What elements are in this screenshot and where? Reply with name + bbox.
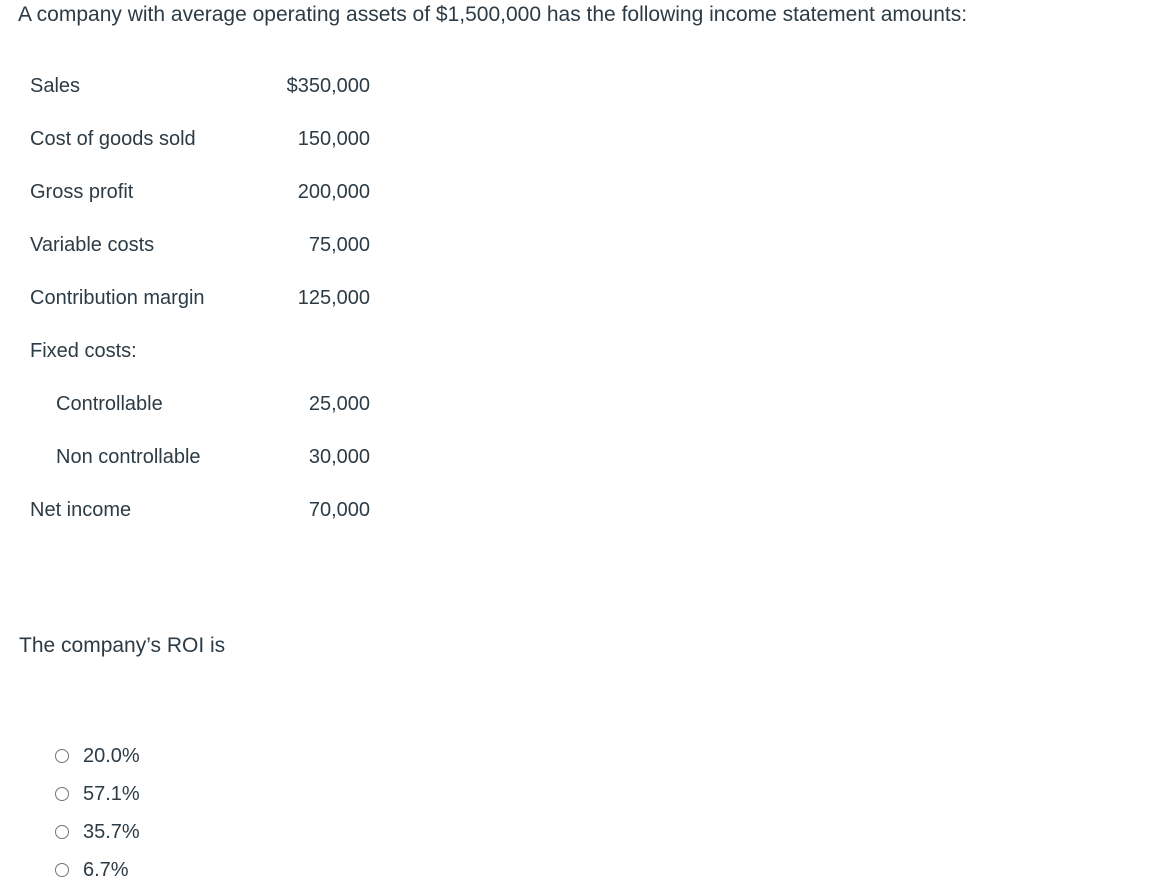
row-label: Net income (30, 499, 132, 521)
row-value: 75,000 (308, 234, 370, 256)
row-value: $350,000 (286, 75, 370, 97)
row-value: 25,000 (308, 393, 370, 415)
answer-label: 57.1% (83, 783, 140, 805)
statement-row-fixed-costs (30, 325, 370, 378)
radio-button-icon[interactable] (55, 863, 69, 877)
answer-option-4[interactable] (55, 851, 140, 889)
statement-row-gross-profit (30, 166, 370, 219)
statement-row-variable-costs (30, 219, 370, 272)
row-value: 200,000 (297, 181, 370, 203)
row-label: Controllable (56, 393, 163, 415)
row-value: 125,000 (297, 287, 370, 309)
statement-row-contribution-margin (30, 272, 370, 325)
answer-label: 20.0% (83, 745, 140, 767)
answer-option-1[interactable] (55, 737, 140, 775)
row-label: Sales (30, 75, 81, 97)
question-intro: A company with average operating assets of $1,500,000 has the following income statement amounts: (18, 3, 968, 26)
answer-option-2[interactable] (55, 775, 140, 813)
row-label: Cost of goods sold (30, 128, 196, 150)
income-statement-table (30, 60, 370, 537)
statement-row-non-controllable (30, 431, 370, 484)
row-label: Contribution margin (30, 287, 205, 309)
statement-row-controllable (30, 378, 370, 431)
answer-label: 6.7% (83, 859, 129, 881)
radio-button-icon[interactable] (55, 787, 69, 801)
answer-option-3[interactable] (55, 813, 140, 851)
statement-row-sales (30, 60, 370, 113)
roi-question-prompt: The company’s ROI is (19, 634, 226, 657)
row-value: 150,000 (297, 128, 370, 150)
statement-row-net-income (30, 484, 370, 537)
row-value: 30,000 (308, 446, 370, 468)
answer-options (55, 737, 140, 889)
radio-button-icon[interactable] (55, 825, 69, 839)
row-label: Fixed costs: (30, 340, 137, 362)
row-label: Variable costs (30, 234, 155, 256)
radio-button-icon[interactable] (55, 749, 69, 763)
row-label: Non controllable (56, 446, 201, 468)
answer-label: 35.7% (83, 821, 140, 843)
row-label: Gross profit (30, 181, 134, 203)
statement-row-cost-of-goods-sold (30, 113, 370, 166)
row-value: 70,000 (308, 499, 370, 521)
